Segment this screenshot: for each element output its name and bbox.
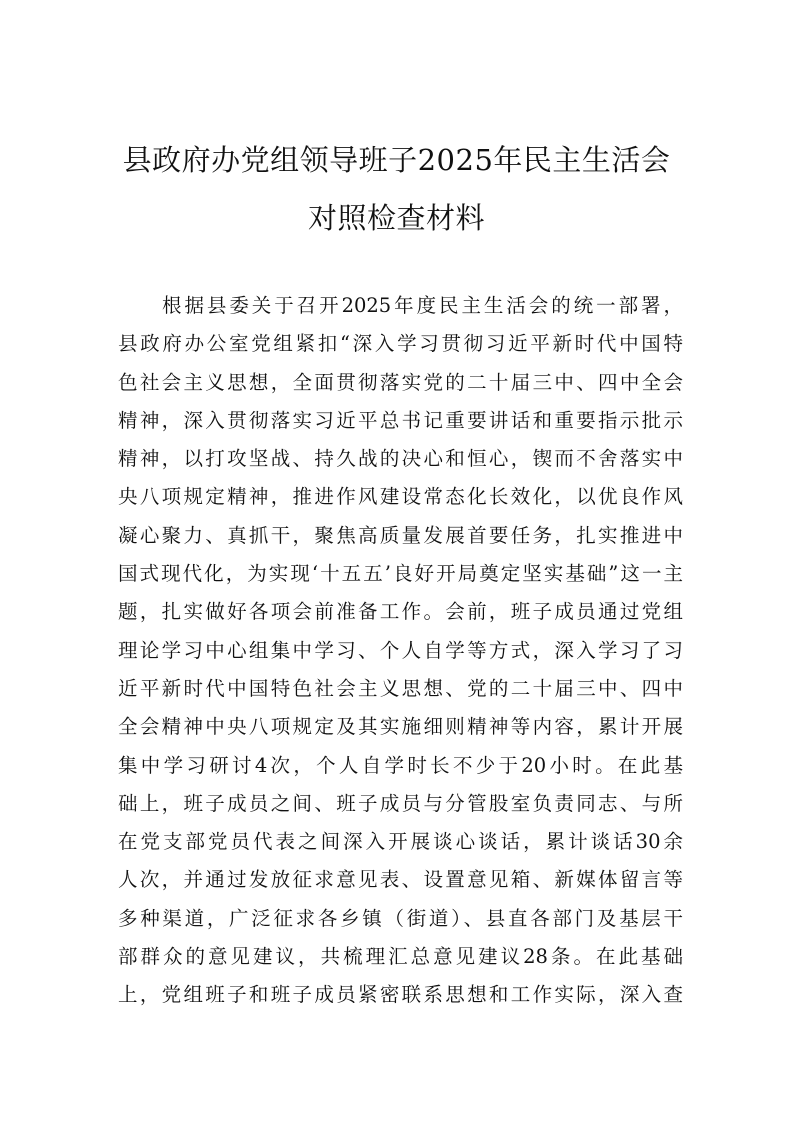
paragraph-line: 集中学习研讨4次，个人自学时长不少于20小时。在此基	[118, 753, 683, 777]
paragraph-line: 凝心聚力、真抓干，聚焦高质量发展首要任务，扎实推进中	[118, 523, 683, 547]
paragraph-line: 县政府办公室党组紧扣“深入学习贯彻习近平新时代中国特	[118, 332, 683, 356]
paragraph-line: 部群众的意见建议，共梳理汇总意见建议28条。在此基础	[118, 945, 683, 969]
paragraph-line: 央八项规定精神，推进作风建设常态化长效化，以优良作风	[118, 485, 683, 509]
document-title-line-2: 对照检查材料	[307, 201, 485, 235]
paragraph-line: 题，扎实做好各项会前准备工作。会前，班子成员通过党组	[118, 600, 683, 624]
paragraph-line: 多种渠道，广泛征求各乡镇（街道）、县直各部门及基层干	[118, 906, 683, 930]
paragraph-line: 近平新时代中国特色社会主义思想、党的二十届三中、四中	[118, 676, 683, 700]
paragraph-line: 理论学习中心组集中学习、个人自学等方式，深入学习了习	[118, 638, 683, 662]
paragraph-line: 全会精神中央八项规定及其实施细则精神等内容，累计开展	[118, 715, 683, 739]
paragraph-line: 人次，并通过发放征求意见表、设置意见箱、新媒体留言等	[118, 868, 683, 892]
paragraph-line: 色社会主义思想，全面贯彻落实党的二十届三中、四中全会	[118, 370, 683, 394]
paragraph-line: 国式现代化，为实现‘十五五’良好开局奠定坚实基础”这一主	[118, 562, 683, 586]
paragraph-line: 础上，班子成员之间、班子成员与分管股室负责同志、与所	[118, 791, 683, 815]
document-title-line-1: 县政府办党组领导班子2025年民主生活会	[122, 143, 671, 177]
body-paragraph	[118, 287, 683, 1015]
paragraph-line: 精神，深入贯彻落实习近平总书记重要讲话和重要指示批示	[118, 408, 683, 432]
paragraph-line: 精神，以打攻坚战、持久战的决心和恒心，锲而不舍落实中	[118, 447, 683, 471]
paragraph-line: 上，党组班子和班子成员紧密联系思想和工作实际，深入查	[118, 983, 683, 1007]
paragraph-line: 根据县委关于召开2025年度民主生活会的统一部署，	[162, 294, 683, 317]
paragraph-line: 在党支部党员代表之间深入开展谈心谈话，累计谈话30余	[118, 830, 683, 854]
